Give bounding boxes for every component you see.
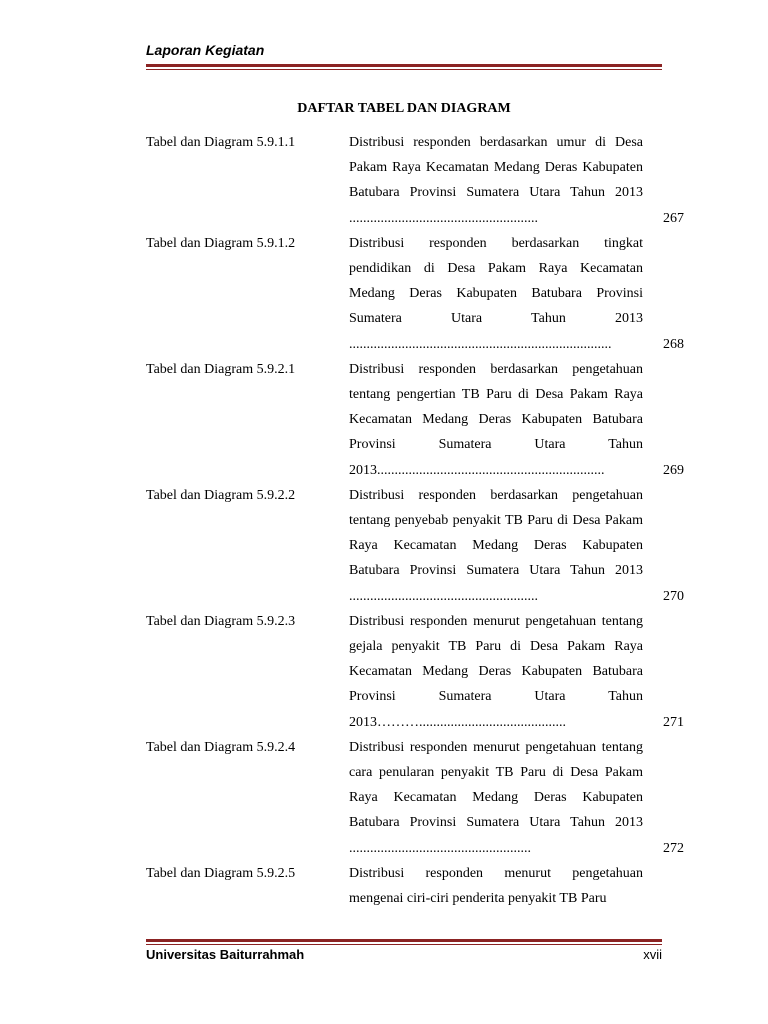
toc-entry-description: Distribusi responden berdasarkan tingkat pendidikan di Desa Pakam Raya Kecamatan Medang Deras Kabupaten Batubara Provinsi Sumatera Utara Tahun 2013 ........................................................................... (349, 235, 643, 352)
toc-entry-description: Distribusi responden berdasarkan pengetahuan tentang pengertian TB Paru di Desa Pakam Raya Kecamatan Medang Deras Kabupaten Batubara Provinsi Sumatera Utara Tahun 2013................................................................. (349, 361, 643, 478)
footer-rule (146, 939, 662, 945)
toc-entry-label: Tabel dan Diagram 5.9.2.2 (146, 487, 296, 503)
toc-entry[interactable] (146, 735, 684, 861)
toc-entry-label: Tabel dan Diagram 5.9.2.4 (146, 739, 296, 755)
toc-entry[interactable] (146, 861, 684, 911)
toc-entry-page: 271 (663, 714, 684, 730)
toc-entry-page: 272 (663, 840, 684, 856)
toc-entry-description: Distribusi responden menurut pengetahuan tentang gejala penyakit TB Paru di Desa Pakam Raya Kecamatan Medang Deras Kabupaten Batubara Provinsi Sumatera Utara Tahun 2013……….......................................... (349, 613, 643, 730)
header-title: Laporan Kegiatan (146, 42, 265, 58)
toc-entry-page: 268 (663, 336, 684, 352)
header-rule (146, 64, 662, 70)
toc-entry[interactable] (146, 483, 684, 609)
toc-entry[interactable] (146, 357, 684, 483)
toc-entry-description: Distribusi responden menurut pengetahuan tentang cara penularan penyakit TB Paru di Desa Pakam Raya Kecamatan Medang Deras Kabupaten Batubara Provinsi Sumatera Utara Tahun 2013 .................................................... (349, 739, 643, 856)
page-title: DAFTAR TABEL DAN DIAGRAM (297, 101, 511, 116)
toc-entry-label: Tabel dan Diagram 5.9.1.1 (146, 135, 296, 150)
toc-entry-label: Tabel dan Diagram 5.9.2.5 (146, 865, 296, 881)
toc-entry[interactable] (146, 231, 684, 357)
footer-page-number: xvii (643, 947, 662, 962)
toc-list (146, 130, 684, 911)
toc-entry-label: Tabel dan Diagram 5.9.1.2 (146, 235, 296, 251)
toc-entry[interactable] (146, 130, 684, 231)
toc-entry-page: 270 (663, 588, 684, 604)
toc-entry-description: Distribusi responden berdasarkan umur di Desa Pakam Raya Kecamatan Medang Deras Kabupaten Batubara Provinsi Sumatera Utara Tahun 2013 ...................................................... (349, 135, 643, 226)
toc-entry-label: Tabel dan Diagram 5.9.2.1 (146, 361, 296, 377)
toc-entry-description: Distribusi responden berdasarkan pengetahuan tentang penyebab penyakit TB Paru di Desa Pakam Raya Kecamatan Medang Deras Kabupaten Batubara Provinsi Sumatera Utara Tahun 2013 ...................................................... (349, 487, 643, 604)
toc-entry-description: Distribusi responden menurut pengetahuan mengenai ciri-ciri penderita penyakit TB Paru (349, 865, 643, 907)
footer-institution: Universitas Baiturrahmah (146, 947, 305, 962)
toc-entry-page: 269 (663, 462, 684, 478)
toc-entry-page: 267 (663, 210, 684, 226)
toc-entry[interactable] (146, 609, 684, 735)
toc-entry-label: Tabel dan Diagram 5.9.2.3 (146, 613, 296, 629)
